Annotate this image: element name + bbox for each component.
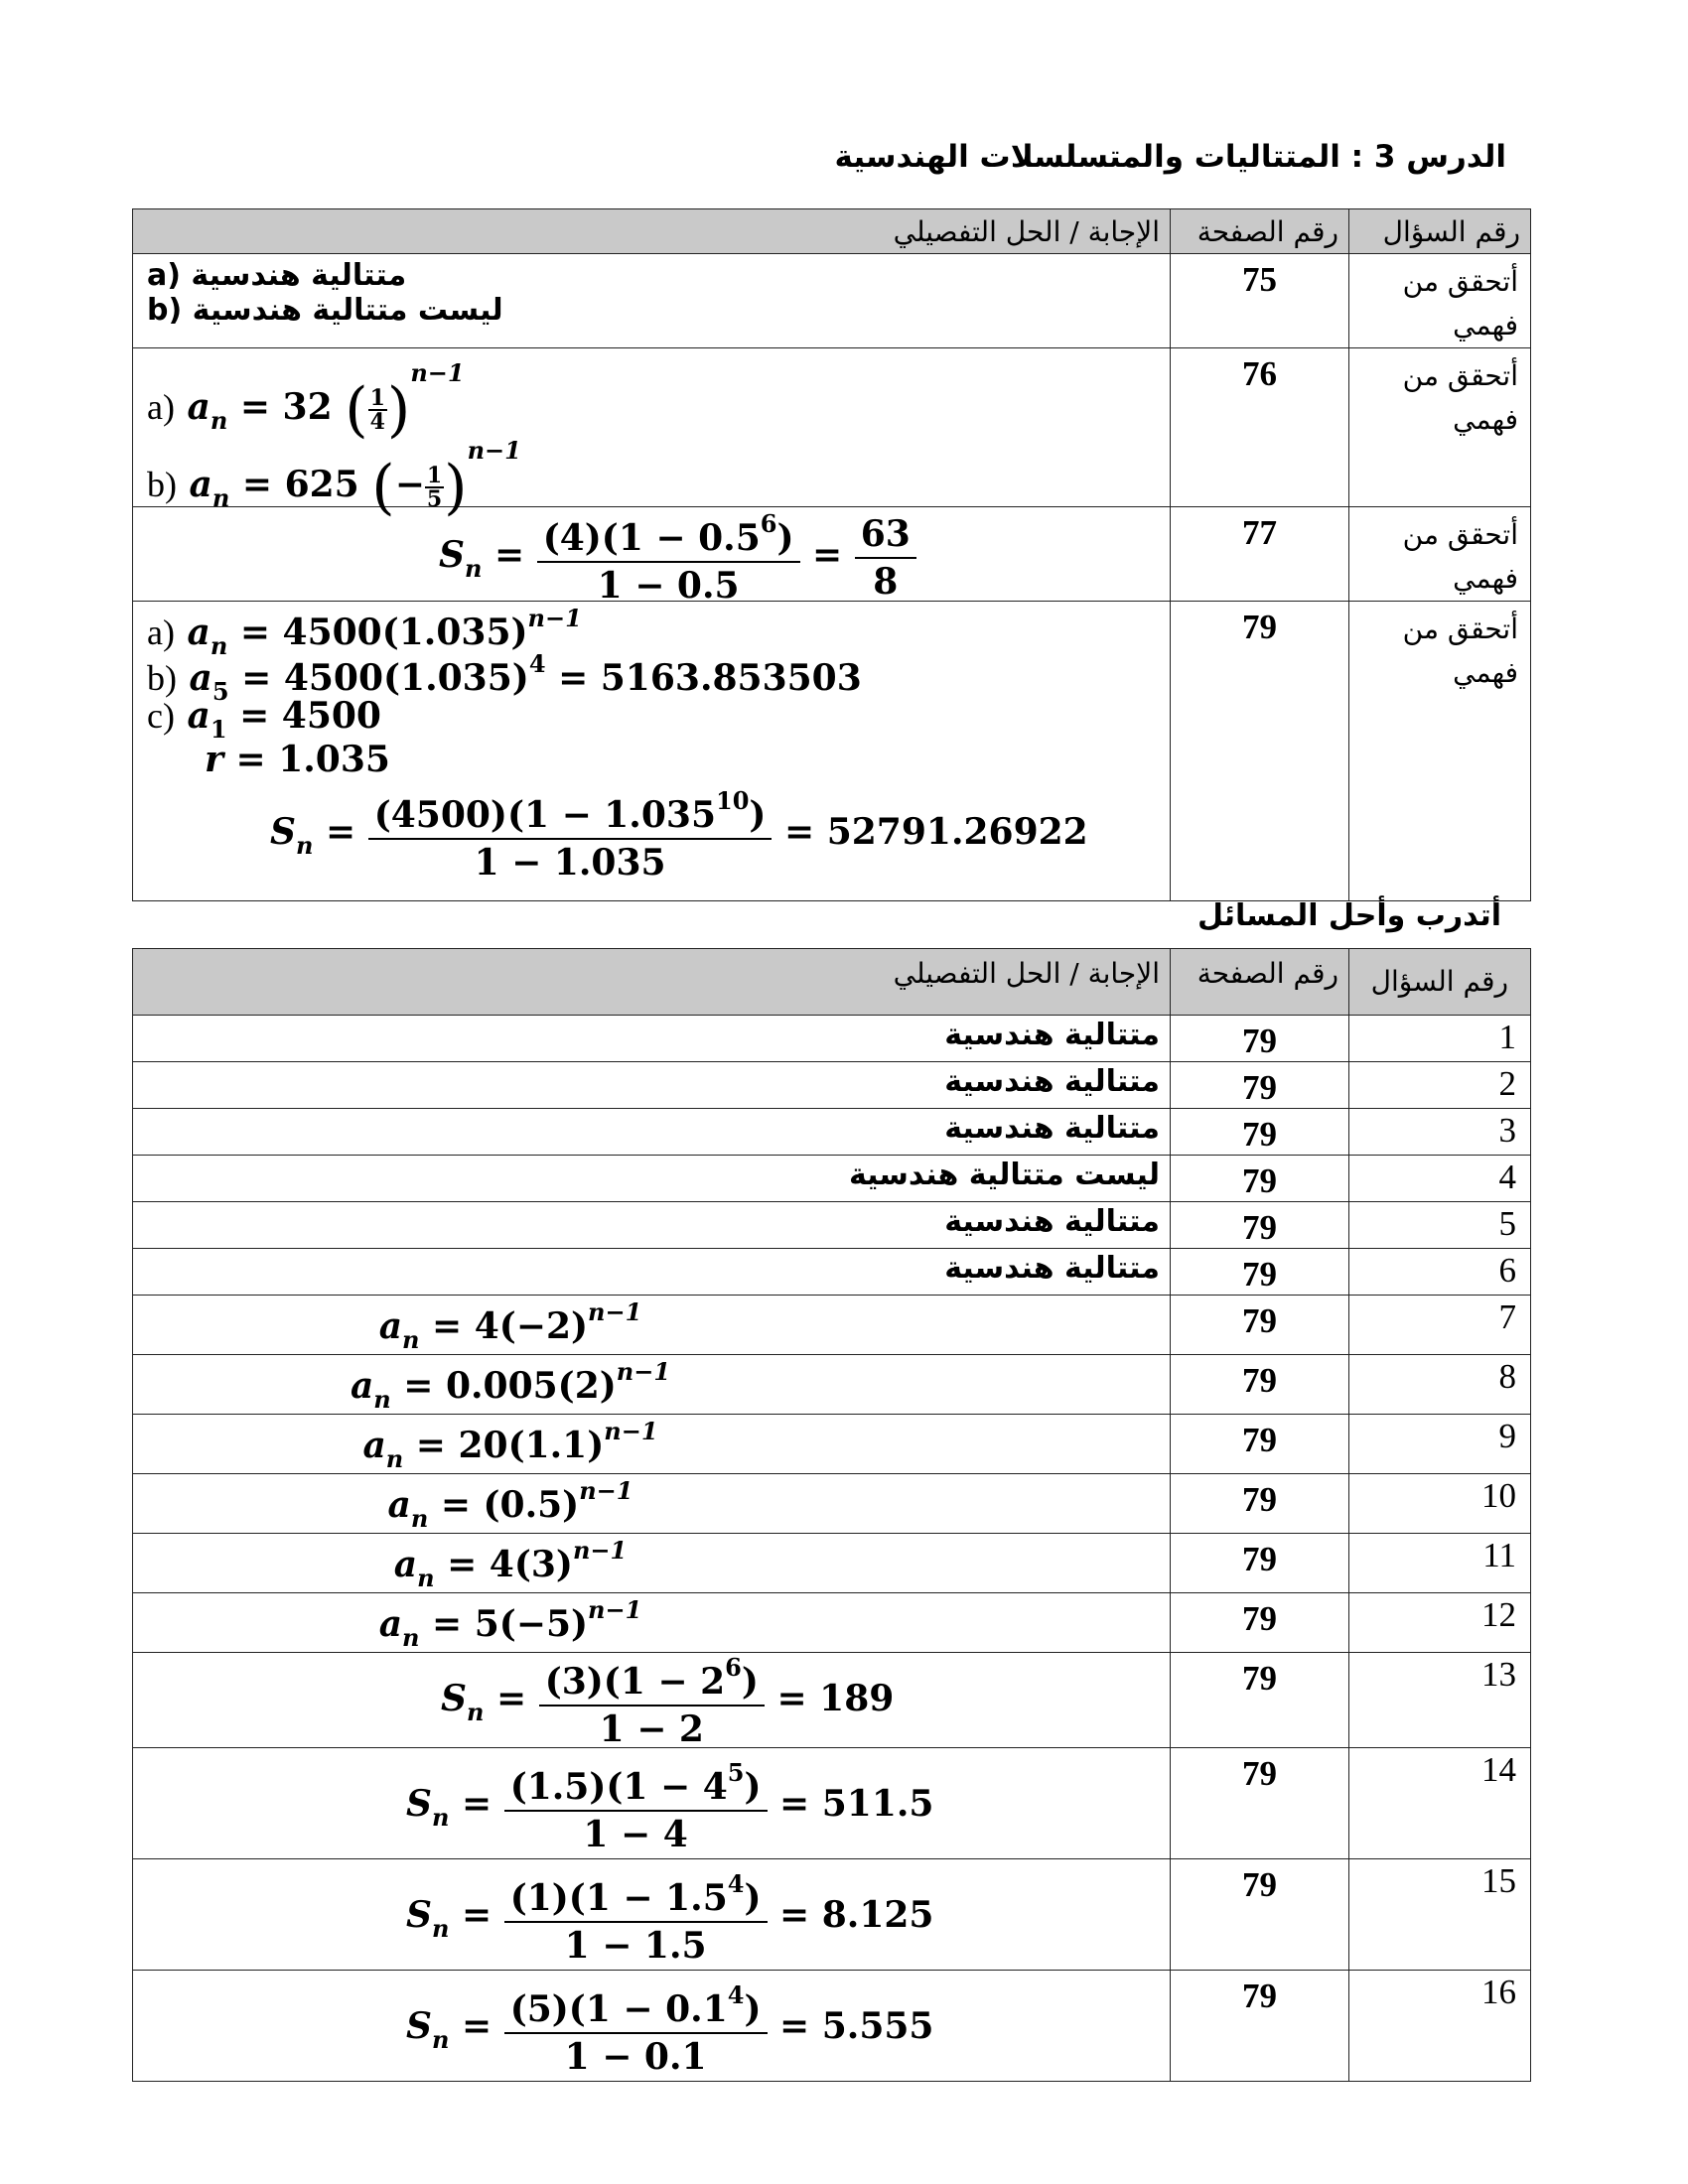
page-number: 76	[1171, 348, 1349, 507]
answer-cell	[133, 1156, 1171, 1202]
formula: $a_n = 4(-2)^{n-1}$	[378, 1297, 642, 1354]
formula: $a_n = 4(3)^{n-1}$	[393, 1536, 628, 1592]
formula-b: b) $a_n = 625$ (− $\frac{1}{5})^{n-1}$	[147, 436, 521, 522]
page-number: 79	[1171, 1016, 1349, 1062]
table-row	[133, 348, 1531, 507]
question-number: 2	[1349, 1062, 1531, 1109]
answer-cell	[133, 1534, 1171, 1593]
table-row	[133, 1593, 1531, 1653]
table-header-row	[133, 209, 1531, 254]
question-number: 15	[1349, 1859, 1531, 1971]
formula-a: a) $a_n = 32$ ( $\frac{1}{4})^{n-1}$	[147, 358, 465, 445]
question-number: 6	[1349, 1249, 1531, 1296]
page-header: رقم الصفحة	[1171, 949, 1349, 1016]
table-row	[133, 1859, 1531, 1971]
page-number: 79	[1171, 1296, 1349, 1355]
answer-cell	[133, 1355, 1171, 1415]
table-row	[133, 1156, 1531, 1202]
page-number: 79	[1171, 1653, 1349, 1748]
sum-formula: $S_n$ = $\frac{(3)(1 - 2^6)}{1 - 2}$ = 189	[441, 1653, 895, 1750]
table-row	[133, 1062, 1531, 1109]
formula: $a_n = 5(-5)^{n-1}$	[378, 1595, 642, 1652]
page-header: رقم الصفحة	[1171, 209, 1349, 254]
question-number: 14	[1349, 1748, 1531, 1859]
table-row	[133, 1016, 1531, 1062]
question-header: رقم السؤال	[1349, 209, 1531, 254]
answer-text: متتالية هندسية	[944, 1111, 1160, 1146]
question-number: 3	[1349, 1109, 1531, 1156]
page-number: 79	[1171, 1249, 1349, 1296]
answer-cell	[133, 1653, 1171, 1748]
table-row	[133, 1296, 1531, 1355]
answer-line	[147, 258, 503, 328]
question-number: 10	[1349, 1474, 1531, 1534]
answer-cell	[133, 507, 1171, 607]
answer-cell	[133, 254, 1171, 348]
question-number: 12	[1349, 1593, 1531, 1653]
formula: $a_n = 0.005(2)^{n-1}$	[350, 1357, 671, 1414]
table-header-row	[133, 949, 1531, 1016]
answer-cell	[133, 602, 1171, 901]
page-number: 77	[1171, 507, 1349, 602]
sum-formula: $S_n$ = $\frac{(4)(1 - 0.5^6)}{1 - 0.5}$ = $\frac{63}{8}$	[439, 509, 916, 607]
table-row	[133, 1355, 1531, 1415]
answer-cell	[133, 1062, 1171, 1109]
table-row	[133, 1971, 1531, 2082]
question-label: أتحقق من فهمي	[1349, 602, 1531, 901]
page-number: 79	[1171, 1593, 1349, 1653]
page-number: 79	[1171, 1971, 1349, 2082]
question-label: أتحقق من فهمي	[1349, 507, 1531, 602]
answer-header: الإجابة / الحل التفصيلي	[133, 949, 1171, 1016]
answer-a: a) متتالية هندسية	[147, 258, 407, 293]
page-number: 79	[1171, 1859, 1349, 1971]
table-row	[133, 1534, 1531, 1593]
table-row	[133, 1202, 1531, 1249]
question-number: 16	[1349, 1971, 1531, 2082]
answer-cell	[133, 1202, 1171, 1249]
sum-formula: $S_n$ = $\frac{(1)(1 - 1.5^4)}{1 - 1.5}$ = 8.125	[406, 1869, 934, 1967]
table-row	[133, 1653, 1531, 1748]
page-number: 79	[1171, 1415, 1349, 1474]
table-row	[133, 507, 1531, 602]
answer-text: متتالية هندسية	[944, 1251, 1160, 1286]
page-number: 79	[1171, 1355, 1349, 1415]
answer-header: الإجابة / الحل التفصيلي	[133, 209, 1171, 254]
answer-cell	[133, 1016, 1171, 1062]
answer-cell	[133, 348, 1171, 522]
answer-cell	[133, 1859, 1171, 1971]
question-number: 7	[1349, 1296, 1531, 1355]
page-number: 79	[1171, 1748, 1349, 1859]
question-number: 4	[1349, 1156, 1531, 1202]
question-number: 11	[1349, 1534, 1531, 1593]
formula-r: r = 1.035	[205, 739, 390, 780]
sum-formula: $S_n$ = $\frac{(4500)(1 - 1.035^{10})}{1 - 1.035}$ = 52791.26922	[270, 786, 1088, 884]
table-row	[133, 1249, 1531, 1296]
question-number: 8	[1349, 1355, 1531, 1415]
table-row	[133, 1109, 1531, 1156]
question-label: أتحقق من فهمي	[1349, 254, 1531, 348]
page-number: 79	[1171, 1156, 1349, 1202]
answer-cell	[133, 1415, 1171, 1474]
formula: $a_n = 20(1.1)^{n-1}$	[362, 1417, 658, 1473]
table-row	[133, 602, 1531, 901]
question-label: أتحقق من فهمي	[1349, 348, 1531, 507]
table-row	[133, 254, 1531, 348]
question-number: 5	[1349, 1202, 1531, 1249]
sum-formula: $S_n$ = $\frac{(1.5)(1 - 4^5)}{1 - 4}$ = 511.5	[406, 1758, 934, 1855]
page-number: 79	[1171, 1109, 1349, 1156]
answer-b: b) ليست متتالية هندسية	[147, 293, 503, 328]
answer-cell	[133, 1748, 1171, 1859]
formula-a: a) $a_n = 4500(1.035)^{n-1}$	[147, 604, 582, 660]
answer-text: متتالية هندسية	[944, 1204, 1160, 1239]
page-number: 75	[1171, 254, 1349, 348]
table-row	[133, 1474, 1531, 1534]
answer-cell	[133, 1474, 1171, 1534]
sum-formula: $S_n$ = $\frac{(5)(1 - 0.1^4)}{1 - 0.1}$ = 5.555	[406, 1980, 934, 2078]
question-number: 13	[1349, 1653, 1531, 1748]
answer-cell	[133, 1249, 1171, 1296]
page-number: 79	[1171, 1062, 1349, 1109]
page-number: 79	[1171, 602, 1349, 901]
question-header: رقم السؤال	[1349, 949, 1531, 1016]
practice-table	[132, 948, 1531, 2082]
answer-cell	[133, 1296, 1171, 1355]
answer-text: متتالية هندسية	[944, 1064, 1160, 1099]
page-number: 79	[1171, 1202, 1349, 1249]
question-number: 1	[1349, 1016, 1531, 1062]
answer-cell	[133, 1971, 1171, 2082]
formula-c: c) $a_1 = 4500$	[147, 695, 381, 744]
formula: $a_n = (0.5)^{n-1}$	[387, 1476, 633, 1533]
page-title: الدرس 3 : المتتاليات والمتسلسلات الهندسية	[834, 139, 1506, 175]
page-number: 79	[1171, 1534, 1349, 1593]
table-row	[133, 1415, 1531, 1474]
page-number: 79	[1171, 1474, 1349, 1534]
answer-cell	[133, 1593, 1171, 1653]
answer-text: متتالية هندسية	[944, 1018, 1160, 1052]
formula-b: b) $a_5 = 4500(1.035)^4 = 5163.853503$	[147, 649, 862, 706]
table-row	[133, 1748, 1531, 1859]
section-title: أتدرب وأحل المسائل	[1196, 898, 1501, 933]
check-understanding-table	[132, 208, 1531, 901]
question-number: 9	[1349, 1415, 1531, 1474]
answer-cell	[133, 1109, 1171, 1156]
answer-text: ليست متتالية هندسية	[848, 1158, 1160, 1192]
